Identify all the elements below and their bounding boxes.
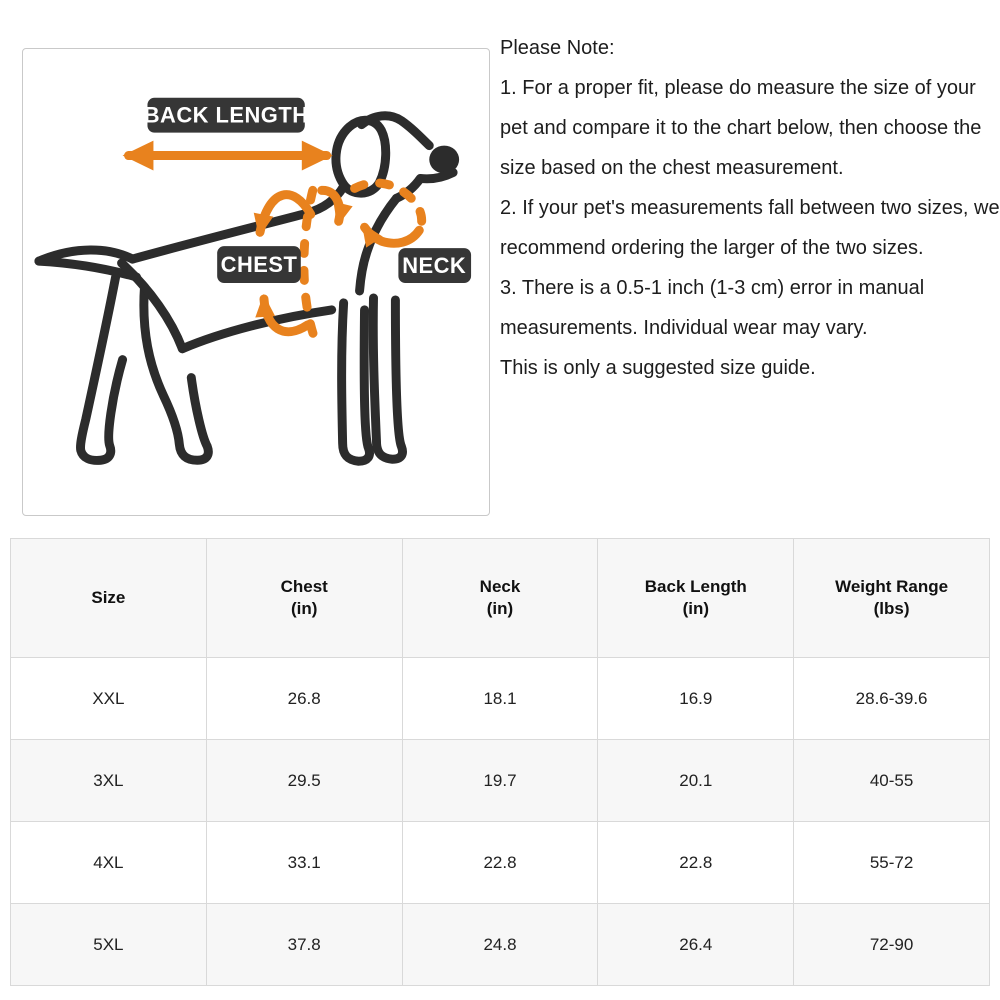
table-row — [11, 822, 990, 904]
col-header-size: Size — [11, 539, 207, 658]
table-cell: 16.9 — [598, 658, 794, 740]
table-row — [11, 658, 990, 740]
note-item: 2. If your pet's measurements fall between two sizes, we recommend ordering the larger of the two sizes. — [500, 197, 1000, 259]
table-cell: 55-72 — [794, 822, 990, 904]
table-cell: 29.5 — [206, 740, 402, 822]
table-cell: 72-90 — [794, 904, 990, 986]
note-item: 3. There is a 0.5-1 inch (1-3 cm) error in manual measurements. Individual wear may vary. — [500, 277, 925, 339]
table-cell: 19.7 — [402, 740, 598, 822]
table-cell: 22.8 — [402, 822, 598, 904]
table-cell: 26.4 — [598, 904, 794, 986]
dog-measurement-diagram — [22, 48, 490, 516]
dog-outline — [39, 116, 459, 461]
table-cell: 4XL — [11, 822, 207, 904]
table-cell: 28.6-39.6 — [794, 658, 990, 740]
table-cell: 26.8 — [206, 658, 402, 740]
note-section — [500, 28, 1000, 388]
neck-badge-label: NECK — [402, 253, 467, 279]
table-cell: 5XL — [11, 904, 207, 986]
table-cell: 33.1 — [206, 822, 402, 904]
table-row — [11, 740, 990, 822]
table-cell: 40-55 — [794, 740, 990, 822]
col-header-chest: Chest (in) — [206, 539, 402, 658]
chest-badge-label: CHEST — [220, 252, 298, 278]
table-cell: 24.8 — [402, 904, 598, 986]
dog-diagram-svg — [23, 49, 489, 515]
table-header-row — [11, 539, 990, 658]
note-item: 1. For a proper fit, please do measure the size of your pet and compare it to the chart below, then choose the size based on the chest measurement. — [500, 77, 982, 179]
note-footer: This is only a suggested size guide. — [500, 357, 816, 379]
size-table — [10, 538, 990, 986]
table-cell: 18.1 — [402, 658, 598, 740]
table-cell: 37.8 — [206, 904, 402, 986]
note-title: Please Note: — [500, 37, 615, 59]
col-header-back-length: Back Length (in) — [598, 539, 794, 658]
table-cell: 3XL — [11, 740, 207, 822]
table-cell: XXL — [11, 658, 207, 740]
table-cell: 22.8 — [598, 822, 794, 904]
back-length-badge-label: BACK LENGTH — [143, 102, 309, 128]
col-header-neck: Neck (in) — [402, 539, 598, 658]
table-cell: 20.1 — [598, 740, 794, 822]
table-row — [11, 904, 990, 986]
col-header-weight-range: Weight Range (lbs) — [794, 539, 990, 658]
